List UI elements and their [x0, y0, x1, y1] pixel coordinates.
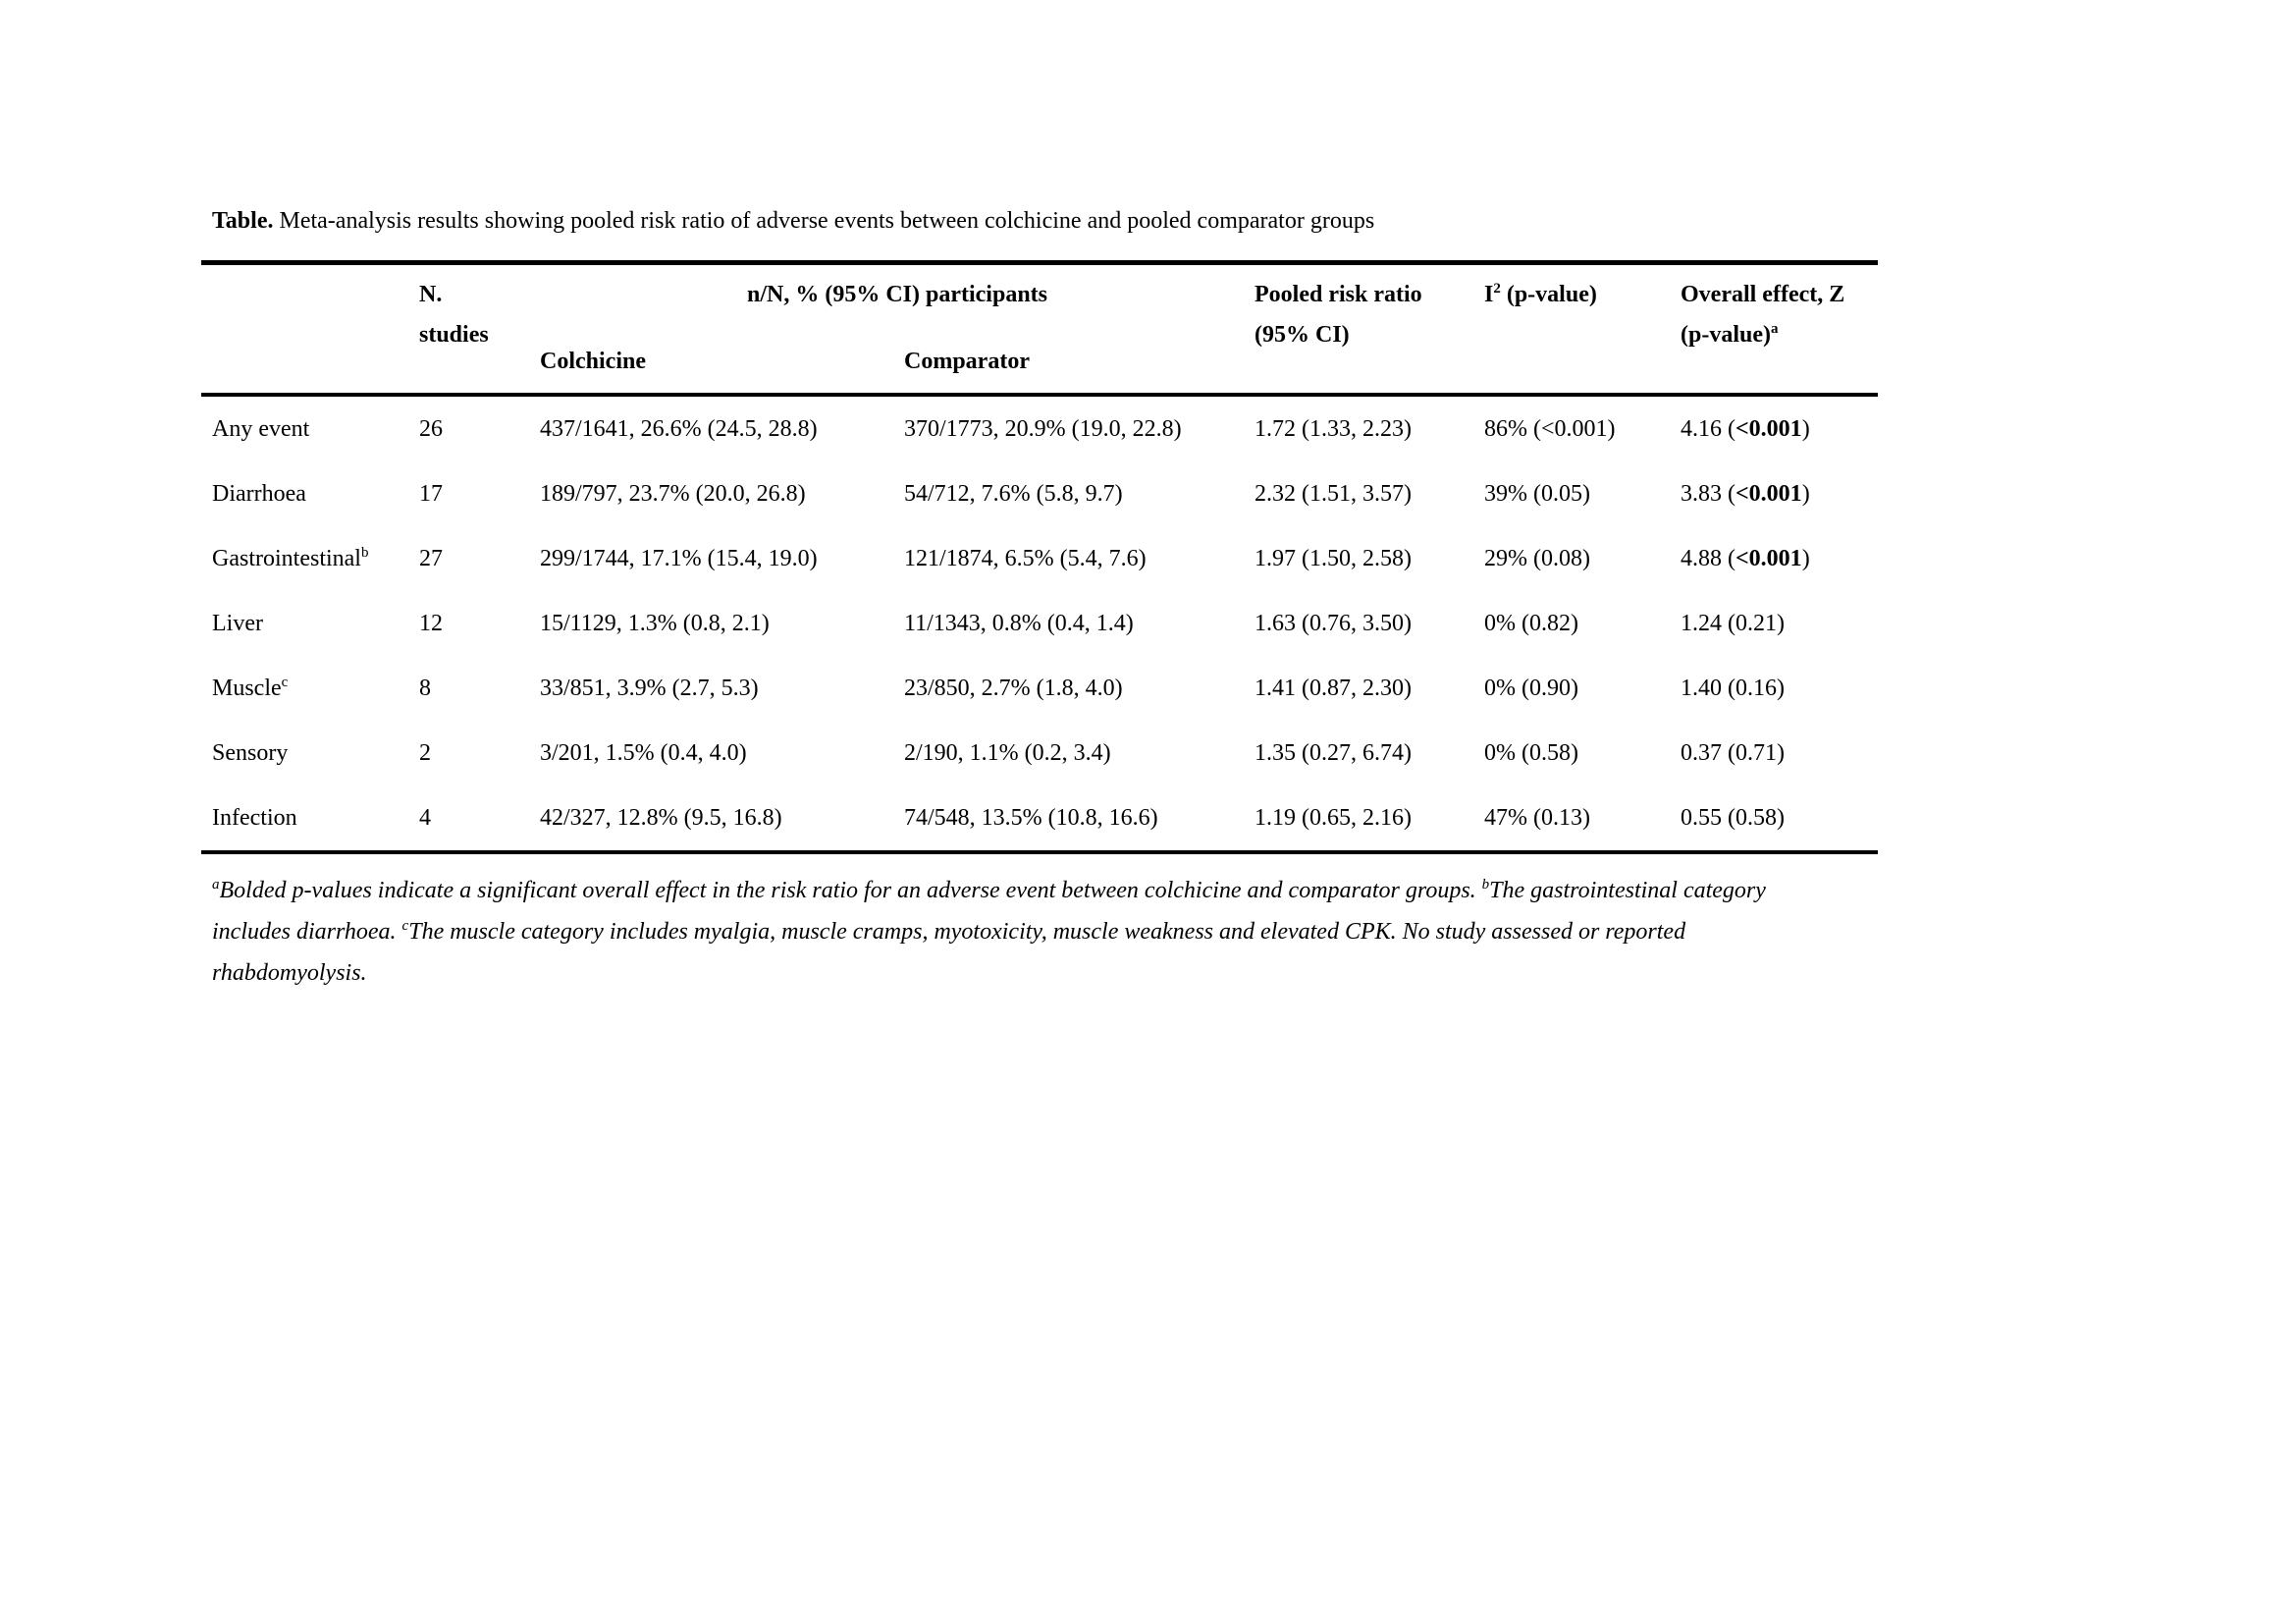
event-cell: Infection	[212, 804, 297, 831]
i2-cell: 39% (0.05)	[1484, 480, 1590, 507]
overall-cell: 0.37 (0.71)	[1681, 739, 1785, 766]
comparator-cell: 121/1874, 6.5% (5.4, 7.6)	[904, 545, 1147, 571]
colchicine-cell: 299/1744, 17.1% (15.4, 19.0)	[540, 545, 818, 571]
i2-cell: 0% (0.58)	[1484, 739, 1578, 766]
i2-cell: 0% (0.82)	[1484, 610, 1578, 636]
header-n-studies-line2: studies	[419, 322, 489, 348]
header-i2-rest: (p-value)	[1500, 282, 1597, 307]
colchicine-cell: 33/851, 3.9% (2.7, 5.3)	[540, 675, 759, 701]
header-colchicine: Colchicine	[540, 349, 646, 374]
table-row	[201, 461, 1878, 526]
header-pooled-rr-line2: (95% CI)	[1255, 322, 1350, 348]
pooled-rr-cell: 1.35 (0.27, 6.74)	[1255, 739, 1412, 766]
overall-cell: 1.24 (0.21)	[1681, 610, 1785, 636]
overall-cell: 0.55 (0.58)	[1681, 804, 1785, 831]
table-body	[201, 397, 1878, 850]
pooled-rr-cell: 1.19 (0.65, 2.16)	[1255, 804, 1412, 831]
event-cell: Gastrointestinal$^b$	[212, 544, 369, 571]
i2-cell: 0% (0.90)	[1484, 675, 1578, 701]
footnote-line-2: includes diarrhoea. $^c$The muscle category includes myalgia, muscle cramps, myotoxicity, muscle weakness and elevated CPK. No study assessed or reported	[212, 918, 1686, 945]
table-row	[201, 721, 1878, 785]
header-i2-pvalue	[1484, 282, 1597, 307]
overall-cell: 4.16 (<0.001)	[1681, 415, 1810, 442]
header-i2-base: I	[1484, 282, 1494, 307]
pooled-rr-cell: 1.63 (0.76, 3.50)	[1255, 610, 1412, 636]
table-bottom-rule	[201, 850, 1878, 854]
event-cell: Sensory	[212, 739, 289, 766]
table-row	[201, 591, 1878, 656]
n-studies-cell: 4	[419, 804, 431, 831]
table-caption-label: Table.	[212, 208, 274, 234]
table-row	[201, 397, 1878, 461]
header-overall-line2	[1681, 322, 1779, 348]
header-pooled-rr-line1: Pooled risk ratio	[1255, 282, 1422, 307]
comparator-cell: 74/548, 13.5% (10.8, 16.6)	[904, 804, 1158, 831]
header-overall-line2-base: (p-value)	[1681, 322, 1771, 348]
table-row	[201, 785, 1878, 850]
overall-cell: 1.40 (0.16)	[1681, 675, 1785, 701]
i2-cell: 86% (<0.001)	[1484, 415, 1616, 442]
n-studies-cell: 27	[419, 545, 443, 571]
table-header	[201, 265, 1878, 393]
colchicine-cell: 189/797, 23.7% (20.0, 26.8)	[540, 480, 806, 507]
table-footnote	[212, 870, 1766, 994]
table-row	[201, 656, 1878, 721]
i2-cell: 47% (0.13)	[1484, 804, 1590, 831]
i2-cell: 29% (0.08)	[1484, 545, 1590, 571]
colchicine-cell: 437/1641, 26.6% (24.5, 28.8)	[540, 415, 818, 442]
header-participants-span: n/N, % (95% CI) participants	[746, 282, 1047, 307]
comparator-cell: 11/1343, 0.8% (0.4, 1.4)	[904, 610, 1134, 636]
overall-cell: 4.88 (<0.001)	[1681, 545, 1810, 571]
header-comparator: Comparator	[904, 349, 1030, 374]
header-n-studies-line1: N.	[419, 282, 443, 307]
event-cell: Liver	[212, 610, 263, 636]
pooled-rr-cell: 1.97 (1.50, 2.58)	[1255, 545, 1412, 571]
colchicine-cell: 42/327, 12.8% (9.5, 16.8)	[540, 804, 782, 831]
pooled-rr-cell: 1.41 (0.87, 2.30)	[1255, 675, 1412, 701]
n-studies-cell: 2	[419, 739, 431, 766]
comparator-cell: 54/712, 7.6% (5.8, 9.7)	[904, 480, 1123, 507]
table-row	[201, 526, 1878, 591]
pooled-rr-cell: 1.72 (1.33, 2.23)	[1255, 415, 1412, 442]
header-i2-sup: 2	[1493, 281, 1501, 297]
header-overall-line2-sup: a	[1771, 321, 1779, 337]
footnote-line-1: $^a$Bolded p-values indicate a significant overall effect in the risk ratio for an adverse event between colchicine and comparator groups. $^b$The gastrointestinal category	[212, 877, 1766, 903]
footnote-line-3: rhabdomyolysis.	[212, 960, 367, 986]
overall-cell: 3.83 (<0.001)	[1681, 480, 1810, 507]
n-studies-cell: 8	[419, 675, 431, 701]
pooled-rr-cell: 2.32 (1.51, 3.57)	[1255, 480, 1412, 507]
n-studies-cell: 26	[419, 415, 443, 442]
header-overall-line1: Overall effect, Z	[1681, 282, 1845, 307]
event-cell: Diarrhoea	[212, 480, 306, 507]
table-caption	[212, 208, 1374, 235]
colchicine-cell: 15/1129, 1.3% (0.8, 2.1)	[540, 610, 770, 636]
comparator-cell: 2/190, 1.1% (0.2, 3.4)	[904, 739, 1111, 766]
event-cell: Any event	[212, 415, 310, 442]
comparator-cell: 23/850, 2.7% (1.8, 4.0)	[904, 675, 1123, 701]
comparator-cell: 370/1773, 20.9% (19.0, 22.8)	[904, 415, 1182, 442]
n-studies-cell: 12	[419, 610, 443, 636]
table-caption-text: Meta-analysis results showing pooled risk ratio of adverse events between colchicine and pooled comparator groups	[273, 208, 1375, 234]
meta-analysis-table	[201, 260, 1878, 854]
n-studies-cell: 17	[419, 480, 443, 507]
colchicine-cell: 3/201, 1.5% (0.4, 4.0)	[540, 739, 747, 766]
event-cell: Muscle$^c$	[212, 674, 289, 701]
